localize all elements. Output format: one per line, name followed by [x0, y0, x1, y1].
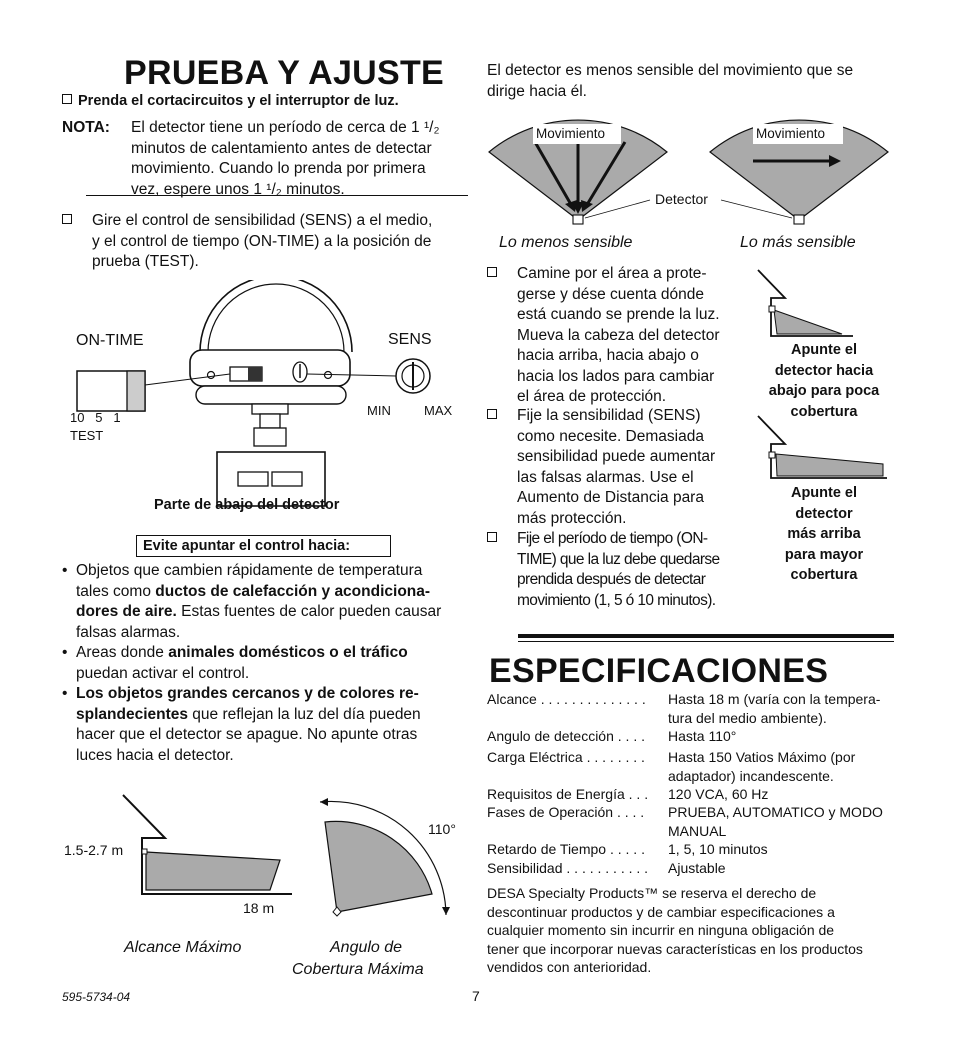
checkbox-icon	[487, 267, 497, 277]
movement-right-label: Movimiento	[756, 126, 826, 141]
step-5-checkbox	[487, 529, 503, 550]
spec-row	[487, 727, 897, 746]
bullet-line	[76, 684, 467, 705]
step-line: gerse y dése cuenta dónde	[517, 285, 704, 303]
step-line: hacia los lados para cambiar	[517, 367, 715, 385]
step-2-line: prueba (TEST).	[92, 253, 199, 270]
range-caption: Alcance Máximo	[124, 939, 242, 956]
checkbox-icon	[487, 409, 497, 419]
bullet-line	[76, 725, 467, 746]
bullet-text: Los objetos grandes cercanos y de colores re-	[76, 685, 419, 702]
caption-line: cobertura	[790, 567, 858, 583]
spec-divider-thin	[518, 641, 894, 642]
bullet-text: dores de aire.	[76, 603, 177, 620]
spec-divider-thick	[518, 634, 894, 638]
disclaimer-line: descontinuar productos y de cambiar especificaciones a	[487, 903, 835, 920]
detector-caption: Parte de abajo del detector	[154, 497, 340, 513]
spec-row	[487, 748, 897, 785]
on-time-label: ON-TIME	[76, 332, 144, 349]
bullet-text: tales como	[76, 582, 156, 600]
step-3-checkbox	[487, 264, 503, 285]
step-line: como necesite. Demasiada	[517, 427, 704, 445]
bullet-text: animales domésticos o el tráfico	[168, 644, 408, 661]
spec-value	[668, 803, 896, 840]
spec-label: Alcance . . . . . . . . . . . . . .	[487, 691, 646, 707]
step-3-text	[517, 264, 741, 408]
bullet-dot: •	[62, 685, 68, 702]
disclaimer	[487, 884, 893, 977]
caption-line: detector	[795, 505, 853, 522]
step-line: hacia arriba, hacia abajo o	[517, 347, 699, 364]
disclaimer-line: vendidos con anterioridad.	[487, 959, 652, 975]
detector-bottom-figure	[60, 280, 470, 520]
spec-value-line: tura del medio ambiente).	[668, 709, 827, 726]
angle-caption-line1: Angulo de	[330, 939, 403, 956]
spec-value-line: Hasta 150 Vatios Máximo (por	[668, 749, 856, 765]
nota-divider	[86, 195, 468, 196]
checkbox-icon	[487, 532, 497, 542]
spec-label: Sensibilidad . . . . . . . . . . .	[487, 860, 649, 876]
bullet-item	[62, 643, 467, 684]
detector-label: Detector	[655, 191, 708, 207]
step-line: Camine por el área a prote-	[517, 265, 707, 282]
step-1-text: Prenda el cortacircuitos y el interruptor de luz.	[78, 93, 399, 109]
aim-down-figure	[755, 268, 895, 340]
bullet-text: que reflejan la luz del día pueden	[188, 705, 421, 723]
nota-line: minutos de calentamiento antes de detectar	[131, 139, 432, 157]
spec-value	[668, 727, 896, 746]
disclaimer-line: cualquier momento sin incurrir en ninguna obligación de	[487, 922, 835, 938]
sens-label: SENS	[388, 331, 432, 348]
step-5-text	[517, 529, 745, 611]
caption-line: Apunte el	[790, 342, 858, 358]
page-number: 7	[472, 988, 480, 1004]
bullet-text: splandecientes	[76, 705, 188, 723]
height-label: 1.5-2.7 m	[64, 842, 124, 858]
bullet-line	[76, 746, 467, 767]
intro-text	[487, 61, 897, 102]
test-label: TEST	[70, 428, 104, 443]
doc-number: 595-5734-04	[62, 990, 131, 1004]
spec-value-line: Hasta 18 m (varía con la tempera-	[668, 691, 881, 707]
spec-value-line: PRUEBA, AUTOMATICO y MODO	[668, 804, 883, 820]
step-2-line: Gire el control de sensibilidad (SENS) a el medio,	[92, 212, 433, 229]
spec-label: Carga Eléctrica . . . . . . . .	[487, 749, 645, 765]
spec-value-line: 120 VCA, 60 Hz	[668, 786, 769, 802]
spec-row	[487, 690, 897, 727]
spec-label: Requisitos de Energía . . .	[487, 786, 649, 802]
nota-label: NOTA:	[62, 119, 110, 136]
bullet-dot: •	[62, 644, 68, 661]
spec-value	[668, 859, 896, 878]
caption-line: cobertura	[790, 403, 858, 420]
spec-value-line: MANUAL	[668, 822, 727, 839]
bullet-text: hacer que el detector se apague. No apunte otras	[76, 726, 418, 743]
bullet-line	[76, 582, 467, 603]
checkbox-icon	[62, 214, 72, 224]
step-line: está cuando se prende la luz.	[517, 306, 720, 323]
bullet-text: puedan activar el control.	[76, 664, 250, 682]
checkbox-icon	[62, 94, 72, 104]
spec-value-line: adaptador) incandescente.	[668, 767, 834, 784]
distance-label: 18 m	[243, 900, 275, 916]
less-sensitive-label: Lo menos sensible	[499, 234, 633, 251]
step-line: Mueva la cabeza del detector	[517, 326, 720, 344]
min-label: MIN	[367, 403, 391, 418]
bullet-line	[76, 561, 467, 582]
spec-row	[487, 785, 897, 804]
intro-line: dirige hacia él.	[487, 82, 587, 100]
bullet-text: ductos de calefacción y acondiciona-	[155, 582, 431, 600]
step-2-text	[92, 211, 468, 273]
spec-label: Fases de Operación . . . .	[487, 804, 645, 820]
avoid-list	[62, 561, 467, 766]
step-line: el área de protección.	[517, 388, 667, 405]
bullet-dot: •	[62, 562, 68, 579]
bullet-text: luces hacia el detector.	[76, 746, 234, 764]
step-line: TIME) que la luz debe quedarse	[517, 550, 720, 568]
caption-line: más arriba	[787, 526, 861, 542]
spec-label: Angulo de detección . . . .	[487, 728, 645, 744]
spec-value	[668, 690, 896, 727]
on-time-ticks: 10 5 1	[70, 410, 121, 425]
range-figure	[120, 790, 460, 930]
intro-line: El detector es menos sensible del movimiento que se	[487, 62, 854, 79]
spec-row	[487, 840, 897, 859]
bullet-text: Estas fuentes de calor pueden causar	[176, 603, 442, 620]
caption-line: Apunte el	[790, 485, 858, 501]
spec-value-line: Hasta 110°	[668, 728, 737, 744]
angle-caption-line2: Cobertura Máxima	[292, 961, 424, 978]
spec-value	[668, 748, 896, 785]
aim-up-figure	[755, 414, 895, 482]
bullet-line	[76, 705, 467, 726]
section-title-especificaciones: ESPECIFICACIONES	[489, 652, 829, 690]
step-4-checkbox	[487, 406, 503, 427]
spec-value	[668, 785, 896, 804]
spec-value-line: 1, 5, 10 minutos	[668, 841, 768, 857]
spec-row	[487, 803, 897, 840]
spec-value-line: Ajustable	[668, 860, 726, 876]
step-line: prendida después de detectar	[517, 571, 706, 588]
spec-label: Retardo de Tiempo . . . . .	[487, 841, 645, 857]
caption-line: para mayor	[784, 546, 864, 563]
step-line: movimiento (1, 5 ó 10 minutos).	[517, 591, 716, 609]
movement-left-label: Movimiento	[536, 126, 606, 141]
caption-line: detector hacia	[774, 362, 874, 379]
bullet-line	[76, 623, 467, 644]
bullet-line	[76, 602, 467, 623]
bullet-text: falsas alarmas.	[76, 623, 181, 641]
aim-up-caption	[758, 483, 890, 586]
nota-line: movimiento. Cuando lo prenda por primera	[131, 160, 426, 177]
step-2-line: y el control de tiempo (ON-TIME) a la posición de	[92, 232, 432, 250]
bullet-line	[76, 664, 467, 685]
avoid-box: Evite apuntar el control hacia:	[136, 535, 391, 557]
angle-label: 110°	[428, 821, 456, 837]
step-line: Aumento de Distancia para	[517, 489, 704, 506]
spec-row	[487, 859, 897, 878]
disclaimer-line: DESA Specialty Products™ se reserva el derecho de	[487, 885, 817, 901]
section-title-prueba: PRUEBA Y AJUSTE	[124, 54, 445, 92]
step-1	[62, 91, 399, 112]
step-line: sensibilidad puede aumentar	[517, 448, 716, 465]
bullet-text: Objetos que cambien rápidamente de temperatura	[76, 562, 423, 579]
more-sensitive-label: Lo más sensible	[740, 234, 856, 251]
bullet-text: Areas donde	[76, 644, 169, 661]
bullet-item	[62, 561, 467, 643]
step-line: Fije el período de tiempo (ON-	[517, 530, 708, 547]
bullet-line	[76, 643, 467, 664]
max-label: MAX	[424, 403, 453, 418]
nota-line: El detector tiene un período de cerca de 1 ¹/₂	[131, 119, 440, 136]
aim-down-caption	[758, 340, 890, 422]
step-line: las falsas alarmas. Use el	[517, 468, 694, 486]
step-line: más protección.	[517, 509, 627, 527]
bullet-item	[62, 684, 467, 766]
step-line: Fije la sensibilidad (SENS)	[517, 407, 701, 424]
nota-text	[131, 118, 467, 200]
caption-line: abajo para poca	[768, 383, 880, 399]
spec-value	[668, 840, 896, 859]
step-2-checkbox	[62, 211, 78, 232]
nota-line: vez, espere unos 1 ¹/₂ minutos.	[131, 180, 345, 198]
disclaimer-line: tener que incorporar nuevas características en los productos	[487, 940, 863, 957]
step-4-text	[517, 406, 741, 529]
